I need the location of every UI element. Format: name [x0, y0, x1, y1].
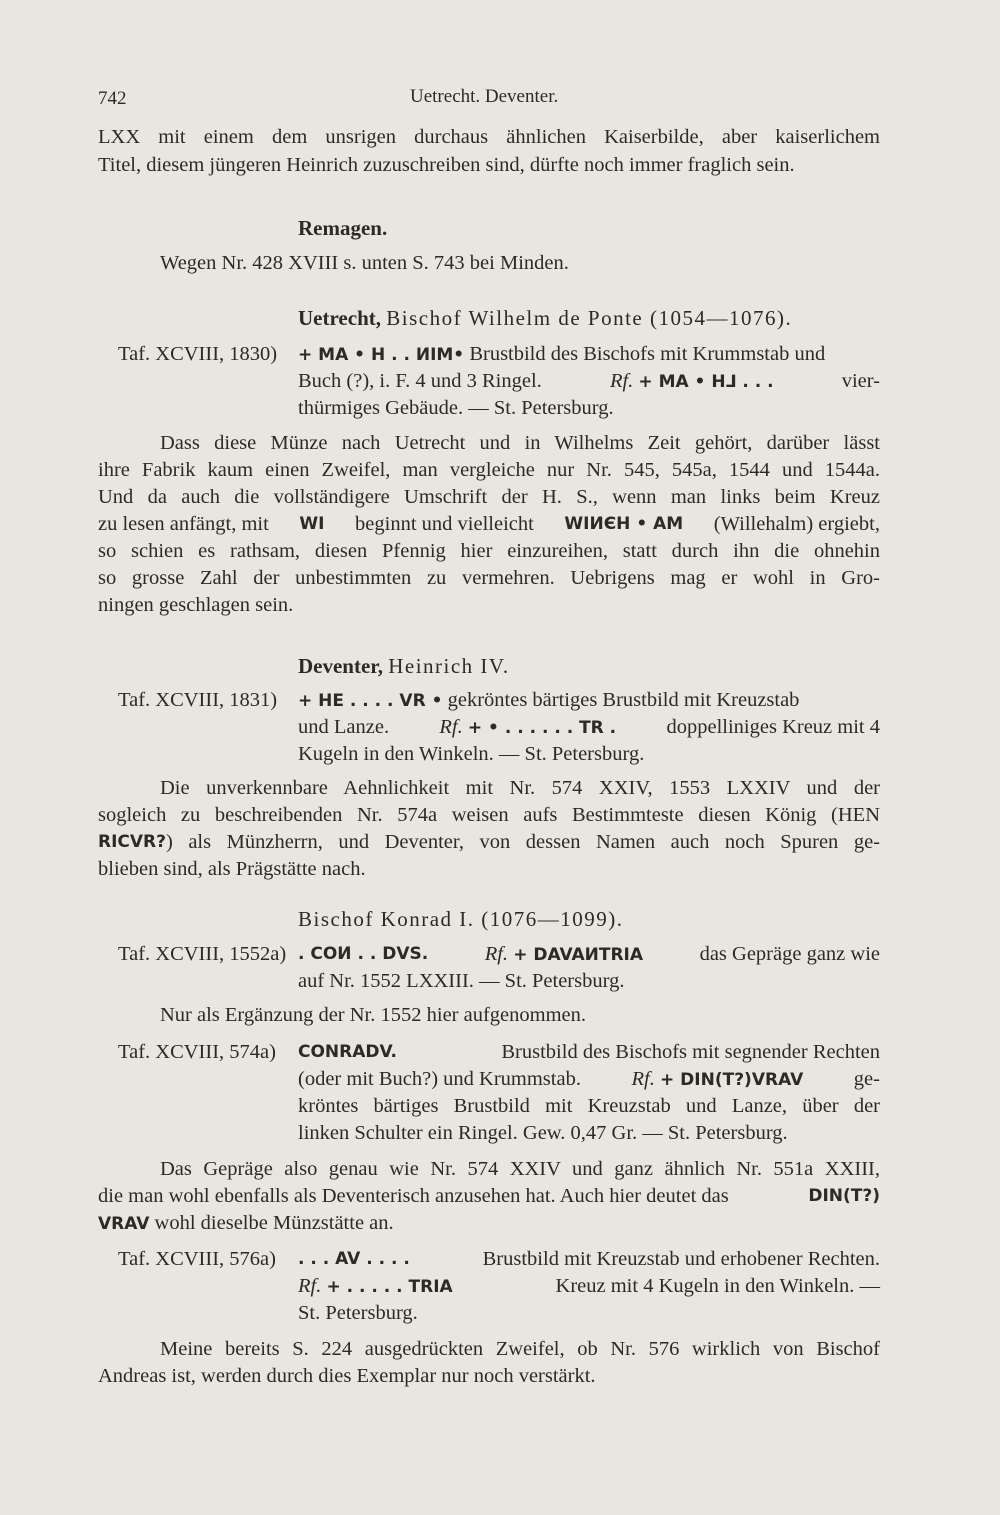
coin-description-line — [298, 368, 880, 396]
paragraph-line: blieben sind, als Prägstätte nach. — [98, 858, 366, 880]
coin-legend: + DIN(T?)VRAV — [660, 1070, 804, 1090]
section-heading-remagen: Remagen. — [298, 216, 388, 240]
note-line: Nur als Ergänzung der Nr. 1552 hier aufgenommen. — [160, 1004, 587, 1026]
description-text: Kreuz mit 4 Kugeln in den Winkeln. — — [555, 1275, 880, 1297]
paragraph-text: zu lesen anfängt, mit — [98, 513, 269, 535]
description-text: gekröntes bärtiges Brustbild mit Kreuzstab — [447, 689, 800, 711]
description-text: ge- — [853, 1068, 880, 1090]
plate-reference: Taf. XCVIII, 576a) — [118, 1248, 276, 1270]
paragraph-text: ) als Münzherrn, und Deventer, von dessen Namen auch noch Spuren ge- — [166, 831, 880, 853]
coin-legend: + HE . . . . VR • — [298, 691, 443, 711]
reverse-label: Rf. — [631, 1068, 655, 1090]
coin-legend: CONRADV. — [298, 1042, 397, 1062]
description-text: vier- — [841, 370, 880, 392]
paragraph-line — [98, 1210, 394, 1238]
description-text: Brustbild des Bischofs mit Krummstab und — [469, 343, 826, 365]
coin-legend: RICVR? — [98, 832, 166, 852]
coin-description-line — [298, 341, 825, 369]
coin-legend: . . . AV . . . . — [298, 1249, 410, 1269]
page-number: 742 — [98, 88, 127, 109]
description-text: das Gepräge ganz wie — [699, 943, 880, 965]
coin-description-line: auf Nr. 1552 LXXIII. — St. Petersburg. — [298, 970, 625, 992]
section-heading-uetrecht — [298, 306, 792, 331]
reverse-label: Rf. — [484, 943, 509, 965]
coin-legend: + . . . . . TRIA — [326, 1277, 453, 1297]
reverse-label: Rf. — [609, 370, 634, 392]
paragraph-line: so schien es rathsam, diesen Pfennig hier einzureihen, statt durch ihn die ohnehin — [98, 540, 880, 562]
coin-legend: + MA • H . . ИIM• — [298, 345, 465, 365]
coin-description-line: Kugeln in den Winkeln. — St. Petersburg. — [298, 743, 645, 765]
paragraph-line: ihre Fabrik kaum einen Zweifel, man vergleiche nur Nr. 545, 545a, 1544 und 1544a. — [98, 459, 880, 481]
plate-reference: Taf. XCVIII, 1830) — [118, 343, 278, 365]
paragraph-line: Das Gepräge also genau wie Nr. 574 XXIV und ganz ähnlich Nr. 551a XXIII, — [160, 1158, 880, 1180]
paragraph-line: Dass diese Münze nach Uetrecht und in Wilhelms Zeit gehört, darüber lässt — [160, 432, 880, 454]
paragraph-text: beginnt und vielleicht — [355, 513, 534, 535]
plate-reference: Taf. XCVIII, 1831) — [118, 689, 278, 711]
section-heading-deventer — [298, 654, 510, 679]
heading-person: Bischof Wilhelm de Ponte (1054—1076). — [386, 306, 793, 330]
paragraph-line — [98, 511, 880, 538]
coin-description-line — [298, 687, 799, 715]
paragraph-text: (Willehalm) ergiebt, — [713, 513, 880, 535]
coin-legend: VRAV — [98, 1214, 150, 1234]
paragraph-line: Andreas ist, werden durch dies Exemplar nur noch verstärkt. — [98, 1365, 596, 1387]
reverse-label: Rf. — [439, 716, 463, 738]
coin-description-line: thürmiges Gebäude. — St. Petersburg. — [298, 397, 614, 419]
heading-person: Heinrich IV. — [388, 654, 510, 678]
coin-description-line — [298, 1246, 880, 1273]
paragraph-line: Meine bereits S. 224 ausgedrückten Zweifel, ob Nr. 576 wirklich von Bischof — [160, 1338, 880, 1360]
coin-description-line: St. Petersburg. — [298, 1302, 418, 1324]
description-text: und Lanze. — [298, 716, 390, 738]
coin-legend: DIN(T?) — [808, 1186, 880, 1206]
remagen-line: Wegen Nr. 428 XVIII s. unten S. 743 bei Minden. — [160, 252, 569, 274]
reverse-label: Rf. — [298, 1275, 322, 1297]
coin-legend: . COИ . . DVS. — [298, 944, 429, 964]
subsection-heading-konrad: Bischof Konrad I. (1076—1099). — [298, 907, 624, 931]
coin-legend: + DAVAИTRIA — [513, 945, 644, 965]
coin-legend: + MA • H⅃ . . . — [638, 372, 774, 392]
coin-legend: WI — [299, 514, 325, 534]
paragraph-line — [98, 1183, 880, 1210]
description-text: Brustbild des Bischofs mit segnender Rechten — [501, 1041, 880, 1063]
heading-place: Uetrecht, — [298, 306, 381, 330]
paragraph-text: die man wohl ebenfalls als Deventerisch anzusehen hat. Auch hier deutet das — [98, 1185, 729, 1207]
running-title: Uetrecht. Deventer. — [410, 86, 559, 107]
intro-line-2: Titel, diesem jüngeren Heinrich zuzuschreiben sind, dürfte noch immer fraglich sein. — [98, 154, 795, 176]
paragraph-line: sogleich zu beschreibenden Nr. 574a weisen aufs Bestimmteste diesen König (HEN — [98, 804, 880, 826]
intro-line-1: LXX mit einem dem unsrigen durchaus ähnlichen Kaiserbilde, aber kaiserlichem — [98, 126, 880, 148]
coin-legend: WIИЄH • AM — [564, 514, 684, 534]
coin-description-line — [298, 1039, 880, 1066]
coin-description-line — [298, 1066, 880, 1094]
paragraph-line — [98, 829, 880, 856]
paragraph-line: Die unverkennbare Aehnlichkeit mit Nr. 574 XXIV, 1553 LXXIV und der — [160, 777, 880, 799]
coin-description-line: linken Schulter ein Ringel. Gew. 0,47 Gr. — St. Petersburg. — [298, 1122, 788, 1144]
paragraph-line: ningen geschlagen sein. — [98, 594, 294, 616]
coin-legend: + • . . . . . . TR . — [467, 718, 617, 738]
coin-description-line — [298, 941, 880, 969]
plate-reference: Taf. XCVIII, 574a) — [118, 1041, 276, 1063]
description-text: (oder mit Buch?) und Krummstab. — [298, 1068, 581, 1090]
heading-place: Deventer, — [298, 654, 383, 678]
paragraph-line: so grosse Zahl der unbestimmten zu vermehren. Uebrigens mag er wohl in Gro- — [98, 567, 880, 589]
coin-description-line — [298, 714, 880, 742]
coin-description-line: kröntes bärtiges Brustbild mit Kreuzstab und Lanze, über der — [298, 1095, 880, 1117]
description-text: Buch (?), i. F. 4 und 3 Ringel. — [298, 370, 542, 392]
description-text: Brustbild mit Kreuzstab und erhobener Rechten. — [482, 1248, 880, 1270]
description-text: doppelliniges Kreuz mit 4 — [666, 716, 880, 738]
paragraph-text: wohl dieselbe Münzstätte an. — [154, 1212, 394, 1234]
paragraph-line: Und da auch die vollständigere Umschrift der H. S., wenn man links beim Kreuz — [98, 486, 880, 508]
coin-description-line — [298, 1273, 880, 1301]
plate-reference: Taf. XCVIII, 1552a) — [118, 943, 287, 965]
